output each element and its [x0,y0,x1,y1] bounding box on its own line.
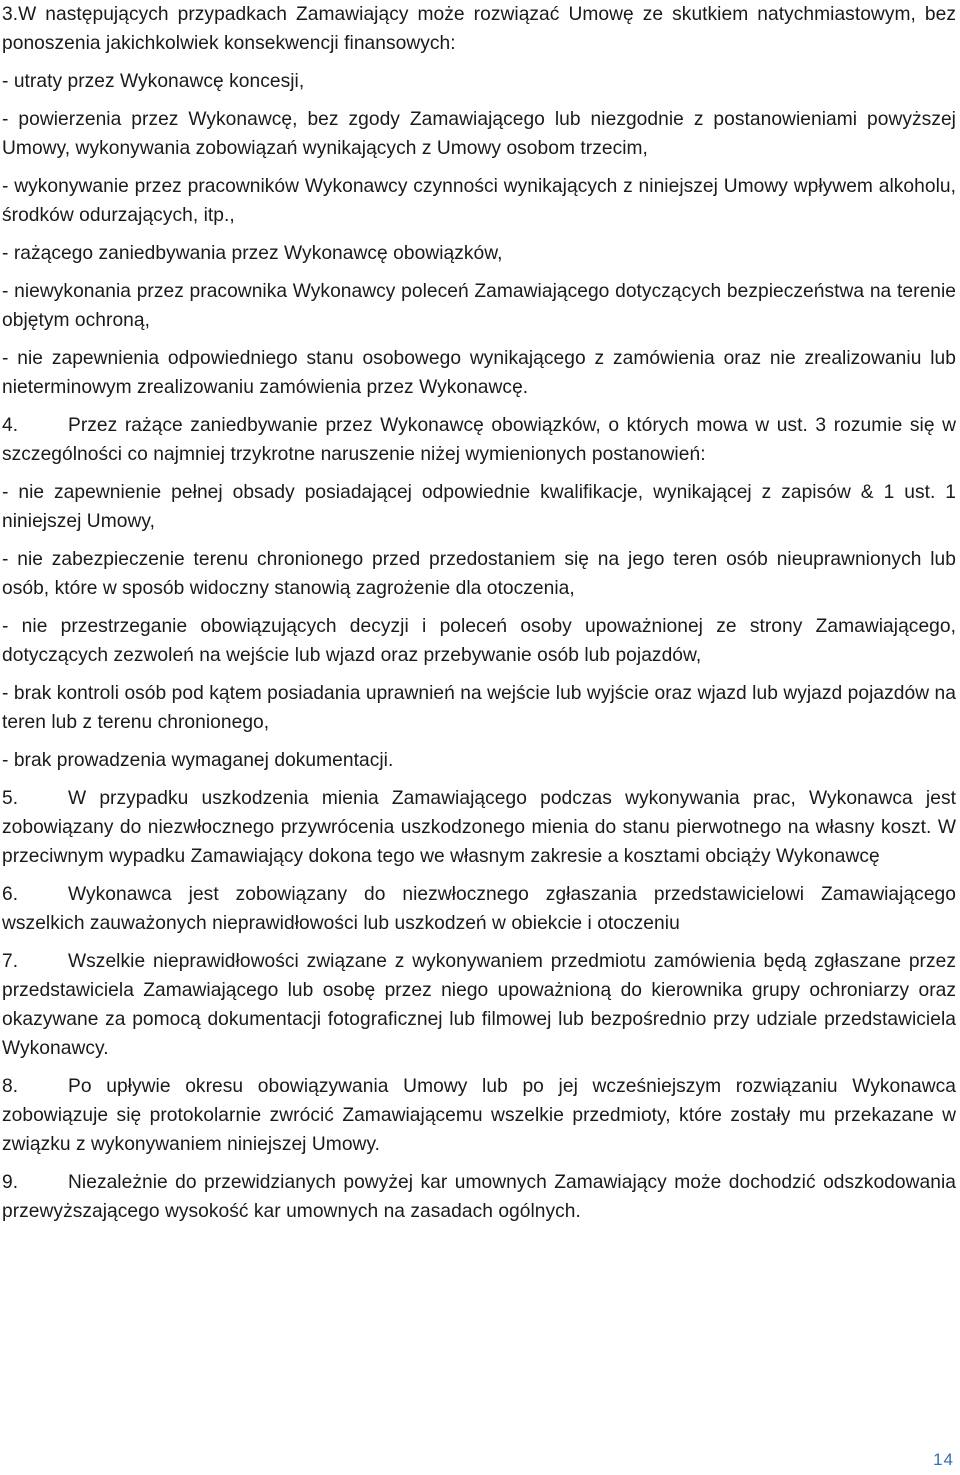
paragraph-4: 4. Przez rażące zaniedbywanie przez Wykonawcę obowiązków, o których mowa w ust. 3 rozumie się w szczególności co najmniej trzykrotne naruszenie niżej wymienionych postanowień: [2,411,956,469]
list-item-decisions: - nie przestrzeganie obowiązujących decyzji i poleceń osoby upoważnionej ze strony Zamawiającego, dotyczących zezwoleń na wejście lub wjazd oraz przebywanie osób lub pojazdów, [2,616,956,666]
list-item-negligence: - rażącego zaniedbywania przez Wykonawcę obowiązków, [2,243,503,264]
paragraph-number: 8. [2,1076,19,1097]
paragraph-8: 8. Po upływie okresu obowiązywania Umowy lub po jej wcześniejszym rozwiązaniu Wykonawca zobowiązuje się protokolarnie zwrócić Zamawiającemu wszelkie przedmioty, które zostały mu przekazane w związku z wykonywaniem niniejszej Umowy. [2,1072,956,1159]
paragraph-9: 9. Niezależnie do przewidzianych powyżej kar umownych Zamawiający może dochodzić odszkodowania przewyższającego wysokość kar umownych na zasadach ogólnych. [2,1168,956,1226]
list-item-safety-orders: - niewykonania przez pracownika Wykonawcy poleceń Zamawiającego dotyczących bezpieczeństwa na terenie objętym ochroną, [2,281,956,331]
list-item-subcontracting: - powierzenia przez Wykonawcę, bez zgody Zamawiającego lub niezgodnie z postanowieniami powyższej Umowy, wykonywania zobowiązań wynikających z Umowy osobom trzecim, [2,109,956,159]
paragraph-number: 9. [2,1172,19,1193]
paragraph-5: 5. W przypadku uszkodzenia mienia Zamawiającego podczas wykonywania prac, Wykonawca jest zobowiązany do niezwłocznego przywrócenia uszkodzonego mienia do stanu pierwotnego na własny koszt. W przeciwnym wypadku Zamawiający dokona tego we własnym zakresie a kosztami obciąży Wykonawcę [2,784,956,871]
list-item-concession: - utraty przez Wykonawcę koncesji, [2,71,305,92]
list-item-alcohol: - wykonywanie przez pracowników Wykonawcy czynności wynikających z niniejszej Umowy wpływem alkoholu, środków odurzających, itp., [2,176,956,226]
page-number: 14 [933,1450,954,1469]
list-item-access-control: - brak kontroli osób pod kątem posiadania uprawnień na wejście lub wyjście oraz wjazd lub wyjazd pojazdów na teren lub z terenu chronionego, [2,683,956,733]
paragraph-6: 6. Wykonawca jest zobowiązany do niezwłocznego zgłaszania przedstawicielowi Zamawiającego wszelkich zauważonych nieprawidłowości lub uszkodzeń w obiekcie i otoczeniu [2,880,956,938]
paragraph-3: 3.W następujących przypadkach Zamawiający może rozwiązać Umowę ze skutkiem natychmiastowym, bez ponoszenia jakichkolwiek konsekwencji finansowych: [2,4,956,54]
paragraph-7: 7. Wszelkie nieprawidłowości związane z wykonywaniem przedmiotu zamówienia będą zgłaszane przez przedstawiciela Zamawiającego lub osobę przez niego upoważnioną do kierownika grupy ochroniarzy oraz okazywane za pomocą dokumentacji fotograficznej lub filmowej lub bezpośrednio przy udziale przedstawiciela Wykonawcy. [2,947,956,1063]
paragraph-number: 4. [2,415,19,436]
list-item-staffing: - nie zapewnienia odpowiedniego stanu osobowego wynikającego z zamówienia oraz nie zrealizowaniu lub nieterminowym zrealizowaniu zamówienia przez Wykonawcę. [2,348,956,398]
paragraph-number: 5. [2,788,19,809]
list-item-documentation: - brak prowadzenia wymaganej dokumentacji. [2,750,394,771]
list-item-full-crew: - nie zapewnienie pełnej obsady posiadającej odpowiednie kwalifikacje, wynikającej z zapisów & 1 ust. 1 niniejszej Umowy, [2,482,956,532]
list-item-area-protection: - nie zabezpieczenie terenu chronionego przed przedostaniem się na jego teren osób nieuprawnionych lub osób, które w sposób widoczny stanowią zagrożenie dla otoczenia, [2,549,956,599]
paragraph-number: 7. [2,951,19,972]
document-page [2,0,956,1235]
paragraph-number: 6. [2,884,19,905]
